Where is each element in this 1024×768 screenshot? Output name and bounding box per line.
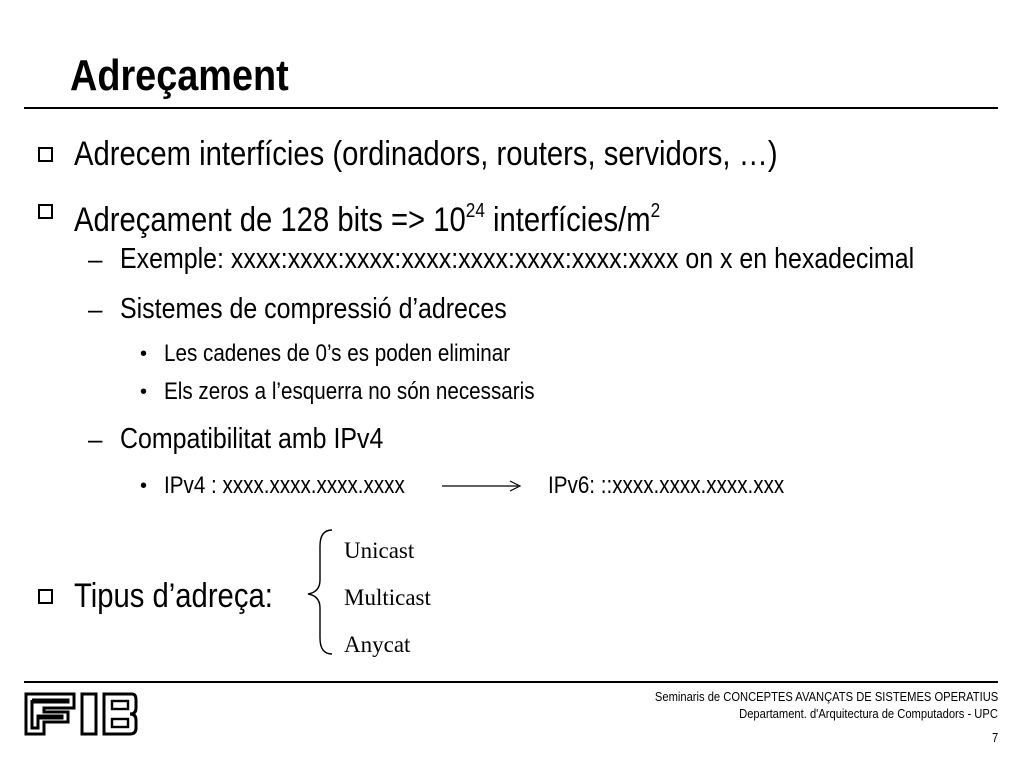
ipv4-format: IPv4 : xxxx.xxxx.xxxx.xxxx: [164, 472, 405, 499]
fib-logo: [22, 690, 140, 738]
curly-brace-icon: [300, 526, 340, 658]
type-multicast: Multicast: [344, 585, 431, 610]
dash-marker: –: [88, 424, 103, 454]
dash-marker: –: [88, 294, 103, 324]
dot-marker: •: [140, 475, 148, 497]
type-anycast: Anycat: [344, 632, 411, 657]
dash-marker: –: [88, 244, 103, 274]
footer-rule: [24, 681, 998, 683]
footer-seminar: Seminaris de CONCEPTES AVANÇATS DE SISTEMES OPERATIUS: [654, 689, 998, 704]
slide-title: Adreçament: [70, 51, 289, 100]
dot-marker: •: [140, 343, 148, 365]
point-zero-strings: Les cadenes de 0’s es poden eliminar: [164, 340, 511, 367]
square-bullet-icon: [38, 589, 53, 604]
type-unicast: Unicast: [344, 538, 415, 563]
dot-marker: •: [140, 381, 148, 403]
footer-department: Departament. d'Arquitectura de Computadors - UPC: [739, 706, 998, 721]
page-number: 7: [991, 730, 998, 745]
title-rule: [24, 107, 998, 109]
bullet-addressing-128: Adreçament de 128 bits => $10^{24}$ interfícies/$m^2$: [74, 200, 661, 239]
address-types-label: Tipus d’adreça:: [74, 577, 273, 615]
right-arrow-icon: [440, 476, 526, 496]
point-leading-zeros: Els zeros a l’esquerra no són necessaris: [164, 378, 535, 405]
sub-item-compression: Sistemes de compressió d’adreces: [120, 293, 507, 325]
bullet-interfaces: Adrecem interfícies (ordinadors, routers, servidors, …): [74, 135, 778, 173]
ipv6-format: IPv6: ::xxxx.xxxx.xxxx.xxx: [548, 472, 785, 499]
sub-item-compat: Compatibilitat amb IPv4: [120, 423, 384, 455]
sub-item-example: Exemple: xxxx:xxxx:xxxx:xxxx:xxxx:xxxx:xxxx:xxxx on x en hexadecimal: [120, 243, 915, 275]
square-bullet-icon: [38, 204, 53, 219]
square-bullet-icon: [38, 147, 53, 162]
